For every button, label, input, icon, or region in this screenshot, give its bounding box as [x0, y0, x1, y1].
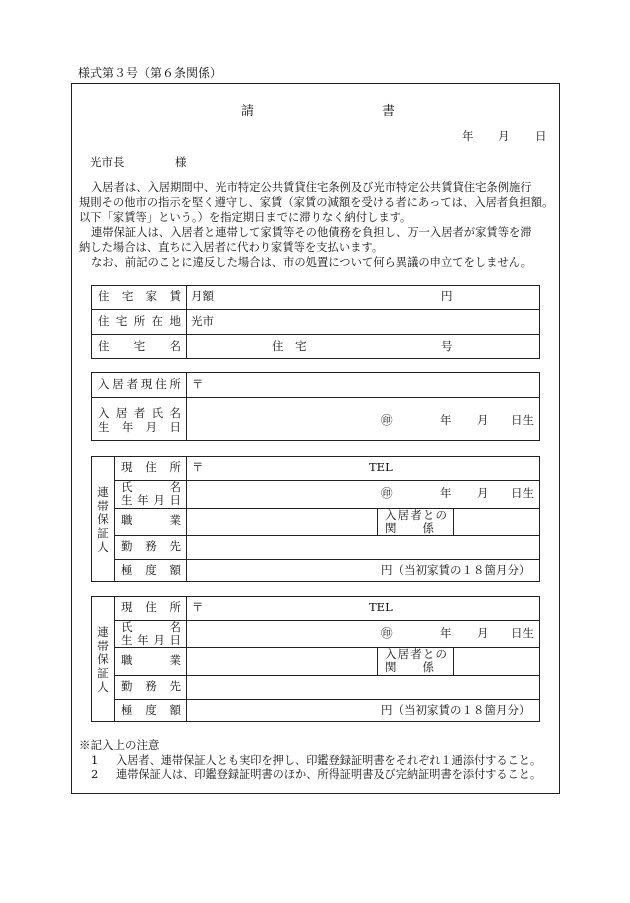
- body-line-3: 以下「家賃等」という。）を指定期日までに滞りなく納付します。: [79, 211, 412, 224]
- guarantor-2-workplace-label: 勤 務 先: [121, 679, 181, 693]
- title-char-1: 請: [241, 104, 255, 119]
- addressee-name: 光市長: [90, 155, 125, 169]
- guarantor-1-seal-icon: ㊞: [381, 486, 393, 500]
- rent-unit: 円: [441, 289, 453, 303]
- guarantor-1-relation-label-2: 関 係: [385, 521, 434, 535]
- guarantor-1-tel: TEL: [369, 460, 393, 474]
- guarantor-1-name-label: 氏 名: [121, 480, 181, 494]
- rent-prefix: 月額: [191, 289, 214, 303]
- guarantor-2-relation-label-2: 関 係: [385, 660, 434, 674]
- guarantor-2-dob-label: 生 年 月 日: [121, 633, 181, 647]
- addressee-honorific: 様: [175, 155, 187, 169]
- housing-name-mid: 住 宅: [272, 339, 307, 353]
- form-number: 様式第３号（第６条関係）: [78, 66, 223, 80]
- address-label: 住 宅 所 在 地: [98, 314, 181, 328]
- guarantor-1-workplace-label: 勤 務 先: [121, 539, 181, 553]
- note-1-text: 入居者、連帯保証人とも実印を押し、印鑑登録証明書をそれぞれ１通添付すること。: [116, 754, 542, 767]
- resident-address-label: 入 居 者 現 住 所: [98, 377, 181, 391]
- guarantor-2-tel: TEL: [369, 600, 393, 614]
- notes-heading: ※記入上の注意: [79, 738, 160, 752]
- date-year: 年: [462, 129, 474, 143]
- guarantor-1-postal-icon: 〒: [192, 460, 204, 474]
- guarantor-1-dob-label: 生 年 月 日: [121, 493, 181, 507]
- guarantor-1-month: 月: [477, 486, 489, 500]
- resident-seal-icon: ㊞: [381, 413, 393, 427]
- guarantor-2-birth: 日生: [511, 626, 534, 640]
- guarantor-2-job-label: 職 業: [121, 653, 181, 667]
- resident-birth: 日生: [511, 413, 534, 427]
- housing-name-unit: 号: [441, 339, 453, 353]
- guarantor-1-limit-value: 円（当初家賃の１８箇月分）: [381, 563, 531, 577]
- note-2-num: 2: [91, 767, 99, 781]
- rent-label: 住 宅 家 賃: [98, 289, 181, 303]
- guarantor-1-side-label: 連 帯 保 証 人: [97, 485, 109, 554]
- body-line-4: 連帯保証人は、入居者と連帯して家賃等その他債務を負担し、万一入居者が家賃等を滞: [91, 226, 532, 239]
- guarantor-2-seal-icon: ㊞: [381, 626, 393, 640]
- resident-year: 年: [440, 413, 452, 427]
- guarantor-2-relation-label-1: 入 居 者 と の: [385, 647, 447, 661]
- title-char-2: 書: [382, 104, 396, 119]
- guarantor-2-month: 月: [477, 626, 489, 640]
- body-line-2: 規則その他市の指示を堅く遵守し、家賃（家賃の減額を受ける者にあっては、入居者負担額。: [79, 196, 554, 209]
- guarantor-1-birth: 日生: [511, 486, 534, 500]
- body-line-6: なお、前記のことに違反した場合は、市の処置について何ら異議の申立てをしません。: [91, 256, 533, 269]
- note-1-num: 1: [91, 753, 99, 767]
- guarantor-1-job-label: 職 業: [121, 513, 181, 527]
- guarantor-2-side-label: 連 帯 保 証 人: [97, 625, 109, 694]
- guarantor-2-postal-icon: 〒: [192, 600, 204, 614]
- guarantor-2-year: 年: [440, 626, 452, 640]
- guarantor-2-limit-value: 円（当初家賃の１８箇月分）: [381, 703, 531, 717]
- body-line-5: 納した場合は、直ちに入居者に代わり家賃等を支払います。: [79, 241, 384, 254]
- resident-dob-label: 生 年 月 日: [98, 420, 181, 434]
- guarantor-1-year: 年: [440, 486, 452, 500]
- guarantor-2-limit-label: 極 度 額: [121, 703, 181, 717]
- note-2-text: 連帯保証人は、印鑑登録証明書のほか、所得証明書及び完納証明書を添付すること。: [116, 768, 542, 781]
- resident-month: 月: [477, 413, 489, 427]
- guarantor-2-address-label: 現 住 所: [121, 600, 181, 614]
- housing-name-label: 住 宅 名: [98, 339, 181, 353]
- body-line-1: 入居者は、入居期間中、光市特定公共賃貸住宅条例及び光市特定公共賃貸住宅条例施行: [91, 181, 532, 194]
- resident-name-label: 入 居 者 氏 名: [98, 406, 181, 420]
- address-value[interactable]: 光市: [191, 314, 214, 328]
- guarantor-2-name-label: 氏 名: [121, 620, 181, 634]
- guarantor-1-address-label: 現 住 所: [121, 460, 181, 474]
- date-month: 月: [498, 129, 510, 143]
- resident-postal-icon: 〒: [192, 377, 204, 391]
- guarantor-1-limit-label: 極 度 額: [121, 563, 181, 577]
- guarantor-1-relation-label-1: 入 居 者 と の: [385, 508, 447, 522]
- date-day: 日: [535, 129, 547, 143]
